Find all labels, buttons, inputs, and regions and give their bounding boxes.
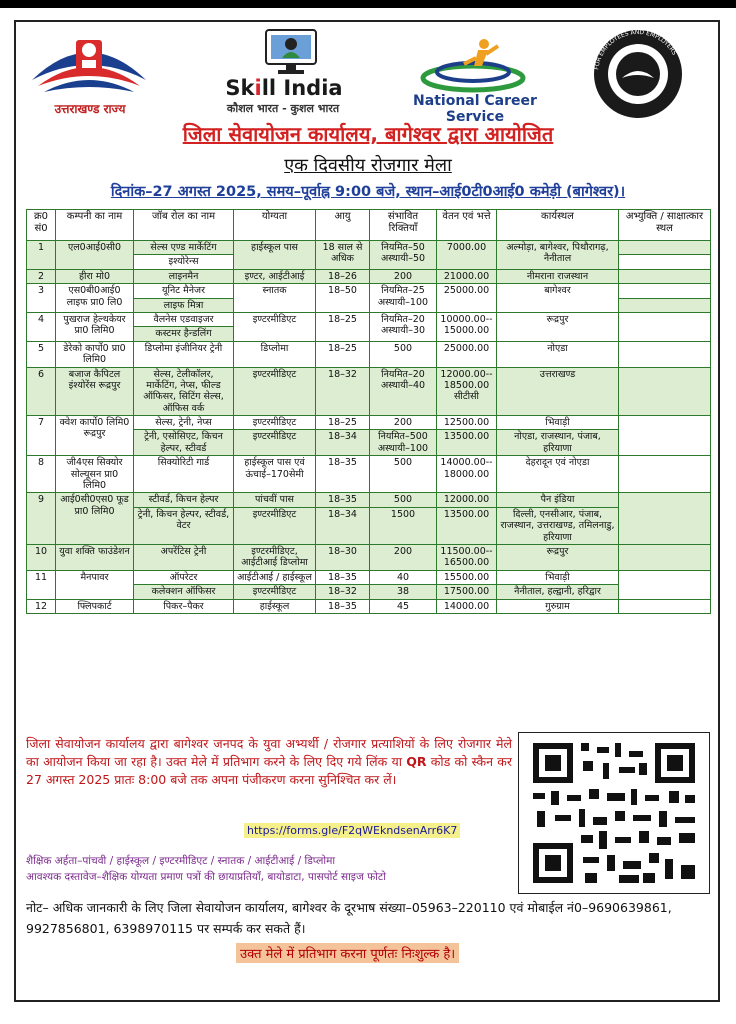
cell-vacancy: 500: [370, 341, 437, 367]
skill-india-tagline: कौशल भारत - कुशल भारत: [226, 102, 340, 115]
cell-vacancy: नियमित–50 अस्थायी–50: [370, 241, 437, 270]
cell-salary: 15500.00: [437, 570, 497, 584]
col-header: वेतन एवं भत्ते: [437, 210, 497, 241]
table-row: [27, 456, 711, 493]
cell-sn: 11: [27, 570, 56, 599]
col-header: अभ्युक्ति / साक्षात्कार स्थल: [619, 210, 711, 241]
cell-role: कस्टमर हैन्डलिंग: [134, 327, 234, 341]
cell-qual: पांचवीं पास: [234, 493, 316, 507]
cell-role: लाइनमैन: [134, 269, 234, 283]
col-header: आयु: [316, 210, 370, 241]
cell-age: 18–25: [316, 312, 370, 341]
cell-vacancy: नियमित–20 अस्थायी–40: [370, 367, 437, 416]
cell-place: नीमराना राजस्थान: [497, 269, 619, 283]
registration-link[interactable]: https://forms.gle/F2qWEkndsenArr6K7: [244, 823, 460, 838]
cell-place: उत्तराखण्ड: [497, 367, 619, 416]
cell-remark: [619, 312, 711, 341]
cell-role: कलेक्शन ऑफिसर: [134, 585, 234, 599]
cell-remark: [619, 416, 711, 456]
cell-place: भिवाड़ी: [497, 570, 619, 584]
cell-place: अल्मोड़ा, बागेश्वर, पिथौरागढ़, नैनीताल: [497, 241, 619, 270]
cell-qual: इण्टरमीडिएट: [234, 312, 316, 341]
cell-role: ट्रेनी, किचन हेल्पर, स्टीवर्ड, वेटर: [134, 507, 234, 544]
cell-company: आई0सी0एस0 फूड प्रा0 लिमि0: [56, 493, 134, 545]
cell-qual: इण्टरमीडिएट: [234, 430, 316, 456]
cell-vacancy: 40: [370, 570, 437, 584]
cell-role: वैलनेस एडवाइजर: [134, 312, 234, 326]
cell-vacancy: नियमित–25 अस्थायी–100: [370, 284, 437, 313]
cell-salary: 14000.00-- 18000.00: [437, 456, 497, 493]
cell-role: ट्रेनी, एसोसिएट, किचन हेल्पर, स्टीवर्ड: [134, 430, 234, 456]
emp-ring-text: FOR EMPLOYEES AND EMPLOYERS: [593, 28, 678, 71]
cell-company: हीरा मो0: [56, 269, 134, 283]
event-title: एक दिवसीय रोजगार मेला: [284, 155, 452, 176]
cell-company: मैनपावर: [56, 570, 134, 599]
cell-role: सेल्स एण्ड मार्केटिंग: [134, 241, 234, 255]
cell-age: 18–34: [316, 430, 370, 456]
cell-qual: हाईस्कूल पास एवं ऊंचाई–170सेमी: [234, 456, 316, 493]
cell-sn: 7: [27, 416, 56, 456]
cell-role: लाइफ मित्रा: [134, 298, 234, 312]
cell-place: दिल्ली, एनसीआर, पंजाब, राजस्थान, उत्तराखण्ड, तमिलनाडु, हरियाणा: [497, 507, 619, 544]
cell-place: पैन इंडिया: [497, 493, 619, 507]
cell-role: सिक्योरिटी गार्ड: [134, 456, 234, 493]
cell-qual: इण्टरमीडिएट: [234, 507, 316, 544]
cell-role: ऑपरेटर: [134, 570, 234, 584]
table-row: [27, 599, 711, 613]
cell-place: बागेश्वर: [497, 284, 619, 313]
cell-age: 18–25: [316, 341, 370, 367]
cell-qual: डिप्लोमा: [234, 341, 316, 367]
cell-vacancy: 45: [370, 599, 437, 613]
cell-role: यूनिट मैनेजर: [134, 284, 234, 298]
cell-company: पुखराज हेल्थकेयर प्रा0 लिमि0: [56, 312, 134, 341]
cell-company: युवा शक्ति फाउंडेशन: [56, 544, 134, 570]
cell-qual: इण्टरमीडिएट: [234, 367, 316, 416]
cell-sn: 12: [27, 599, 56, 613]
cell-salary: 21000.00: [437, 269, 497, 283]
cell-role: इश्योरेन्स: [134, 255, 234, 269]
table-row: [27, 570, 711, 584]
contact-note: नोट– अधिक जानकारी के लिए जिला सेवायोजन कार्यालय, बागेश्वर के दूरभाष संख्या–05963–220110 एवं मोबाईल नं0–9690639861, 9927856801, 6398970115 पर सम्पर्क कर सकते हैं।: [26, 900, 672, 936]
cell-sn: 9: [27, 493, 56, 545]
qr-code[interactable]: [518, 732, 710, 894]
cell-sn: 10: [27, 544, 56, 570]
cell-vacancy: 500: [370, 493, 437, 507]
requirements: [26, 853, 516, 886]
table-row: [27, 367, 711, 416]
col-header: कम्पनी का नाम: [56, 210, 134, 241]
cell-salary: 12000.00: [437, 493, 497, 507]
cell-age: 18–26: [316, 269, 370, 283]
qualification-line: शैक्षिक अर्हता–पांचवी / हाईस्कूल / इण्टरमीडिएट / स्नातक / आईटीआई / डिप्लोमा: [26, 855, 336, 867]
cell-age: 18–35: [316, 493, 370, 507]
cell-vacancy: 200: [370, 544, 437, 570]
cell-sn: 1: [27, 241, 56, 270]
cell-vacancy: नियमित–20 अस्थायी–30: [370, 312, 437, 341]
cell-qual: इण्टर, आईटीआई: [234, 269, 316, 283]
cell-place: देहरादून एवं नोएडा: [497, 456, 619, 493]
ncs-wordmark: National Career Service: [413, 93, 537, 125]
state-caption: उत्तराखण्ड राज्य: [54, 102, 126, 116]
cell-age: 18–32: [316, 585, 370, 599]
col-header: संभावित रिक्तियाँ: [370, 210, 437, 241]
documents-line: आवश्यक दस्तावेज–शैक्षिक योग्यता प्रमाण पत्रों की छायाप्रतियाँ, बायोडाटा, पासपोर्ट साइज फोटो: [26, 871, 386, 884]
cell-company: बजाज कैपिटल इंश्योरेंस रूद्रपुर: [56, 367, 134, 416]
cell-remark: [619, 456, 711, 493]
cell-qual: इण्टरमीडिएट: [234, 416, 316, 430]
skill-india-wordmark: Skill India: [225, 76, 343, 100]
cell-role: सेल्स, टेलीकॉलर, मार्केटिंग, नेप्स, फील्ड ऑफिसर, सिटिंग सेल्स, ऑफिस वर्क: [134, 367, 234, 416]
cell-age: 18–25: [316, 416, 370, 430]
cell-sn: 4: [27, 312, 56, 341]
cell-sn: 2: [27, 269, 56, 283]
cell-salary: 25000.00: [437, 341, 497, 367]
cell-role: डिप्लोमा इंजीनियर ट्रेनी: [134, 341, 234, 367]
top-border: [0, 0, 736, 8]
cell-place: नोएडा, राजस्थान, पंजाब, हरियाणा: [497, 430, 619, 456]
col-header: जॉब रोल का नाम: [134, 210, 234, 241]
cell-salary: 12500.00: [437, 416, 497, 430]
cell-role: अपरेंटिस ट्रेनी: [134, 544, 234, 570]
ncs-logo: [418, 36, 528, 94]
cell-place: रूद्रपुर: [497, 312, 619, 341]
cell-vacancy: 200: [370, 416, 437, 430]
cell-qual: आईटीआई / हाईस्कूल: [234, 570, 316, 584]
cell-remark: [619, 284, 711, 298]
cell-company: जी4एस सिक्योर सोल्यूसन प्रा0 लिमि0: [56, 456, 134, 493]
col-header: क्र0 सं0: [27, 210, 56, 241]
cell-sn: 3: [27, 284, 56, 313]
free-participation-note: उक्त मेले में प्रतिभाग करना पूर्णतः निःशुल्क है।: [236, 943, 459, 963]
cell-salary: 13500.00: [437, 507, 497, 544]
cell-company: एस0बी0आई0 लाइफ प्रा0 लि0: [56, 284, 134, 313]
cell-place: नैनीताल, हल्द्वानी, हरिद्वार: [497, 585, 619, 599]
cell-age: 18–35: [316, 599, 370, 613]
cell-age: 18 साल से अधिक: [316, 241, 370, 270]
cell-remark: [619, 367, 711, 416]
cell-remark: [619, 599, 711, 613]
cell-salary: 7000.00: [437, 241, 497, 270]
organizer-title: जिला सेवायोजन कार्यालय, बागेश्वर द्वारा आयोजित: [182, 122, 554, 146]
cell-company: फ्लिपकार्ट: [56, 599, 134, 613]
cell-age: 18–30: [316, 544, 370, 570]
cell-vacancy: 200: [370, 269, 437, 283]
cell-company: डेरेको कार्पो0 प्रा0 लिमि0: [56, 341, 134, 367]
table-row: [27, 241, 711, 255]
cell-qual: इण्टरमीडिएट: [234, 585, 316, 599]
cell-age: 18–34: [316, 507, 370, 544]
cell-salary: 17500.00: [437, 585, 497, 599]
table-row: [27, 284, 711, 298]
cell-role: सेल्स, ट्रेनी, नेप्स: [134, 416, 234, 430]
cell-salary: 14000.00: [437, 599, 497, 613]
cell-place: भिवाड़ी: [497, 416, 619, 430]
cell-place: गुरुग्राम: [497, 599, 619, 613]
table-row: [27, 493, 711, 507]
cell-company: क्वेश कार्पो0 लिमि0 रूद्रपुर: [56, 416, 134, 456]
col-header: योग्यता: [234, 210, 316, 241]
cell-role: स्टीवर्ड, किचन हेल्पर: [134, 493, 234, 507]
cell-qual: हाईस्कूल पास: [234, 241, 316, 270]
cell-age: 18–35: [316, 570, 370, 584]
cell-remark: [619, 269, 711, 283]
cell-vacancy: 1500: [370, 507, 437, 544]
cell-sn: 6: [27, 367, 56, 416]
cell-sn: 8: [27, 456, 56, 493]
table-header-row: [27, 210, 711, 241]
jobs-table: [26, 209, 711, 614]
employment-exchange-logo: [578, 28, 698, 120]
cell-qual: इण्टरमीडिएट, आईटीआई डिप्लोमा: [234, 544, 316, 570]
cell-salary: 25000.00: [437, 284, 497, 313]
event-details: दिनांक–27 अगस्त 2025, समय–पूर्वाह्न 9:00 बजे, स्थान–आई0टी0आई0 कमेड़ी (बागेश्वर)।: [110, 184, 626, 200]
cell-salary: 13500.00: [437, 430, 497, 456]
cell-remark: [619, 341, 711, 367]
table-row: [27, 312, 711, 326]
cell-remark: [619, 493, 711, 545]
col-header: कार्यस्थल: [497, 210, 619, 241]
cell-age: 18–35: [316, 456, 370, 493]
cell-remark: [619, 544, 711, 570]
table-row: [27, 341, 711, 367]
registration-notice: जिला सेवायोजन कार्यालय द्वारा बागेश्वर जनपद के युवा अभ्यर्थी / रोजगार प्रत्याशियों के लिए रोजगार मेले का आयोजन किया जा रहा है। उक्त मेले में प्रतिभाग करने के लिए दिए गये लिंक या QR कोड को स्कैन कर 27 अगस्त 2025 प्रातः 8:00 बजे तक अपना पंजीकरण करना सुनिश्चित कर लें।: [26, 736, 512, 788]
cell-remark: [619, 241, 711, 255]
cell-company: एल0आई0सी0: [56, 241, 134, 270]
cell-salary: 10000.00-- 15000.00: [437, 312, 497, 341]
cell-place: नोएडा: [497, 341, 619, 367]
cell-role: पिकर–पैकर: [134, 599, 234, 613]
cell-age: 18–50: [316, 284, 370, 313]
cell-vacancy: 38: [370, 585, 437, 599]
cell-qual: हाईस्कूल: [234, 599, 316, 613]
skill-india-emblem: [256, 28, 326, 76]
cell-remark: [619, 570, 711, 599]
cell-salary: 11500.00-- 16500.00: [437, 544, 497, 570]
cell-sn: 5: [27, 341, 56, 367]
cell-remark: [619, 298, 711, 312]
table-row: [27, 544, 711, 570]
table-row: [27, 269, 711, 283]
table-row: [27, 416, 711, 430]
cell-vacancy: 500: [370, 456, 437, 493]
cell-salary: 12000.00-- 18500.00 सीटीसी: [437, 367, 497, 416]
cell-age: 18–32: [316, 367, 370, 416]
cell-vacancy: नियमित–500 अस्थायी–100: [370, 430, 437, 456]
cell-qual: स्नातक: [234, 284, 316, 313]
cell-remark: [619, 255, 711, 269]
cell-place: रूद्रपुर: [497, 544, 619, 570]
